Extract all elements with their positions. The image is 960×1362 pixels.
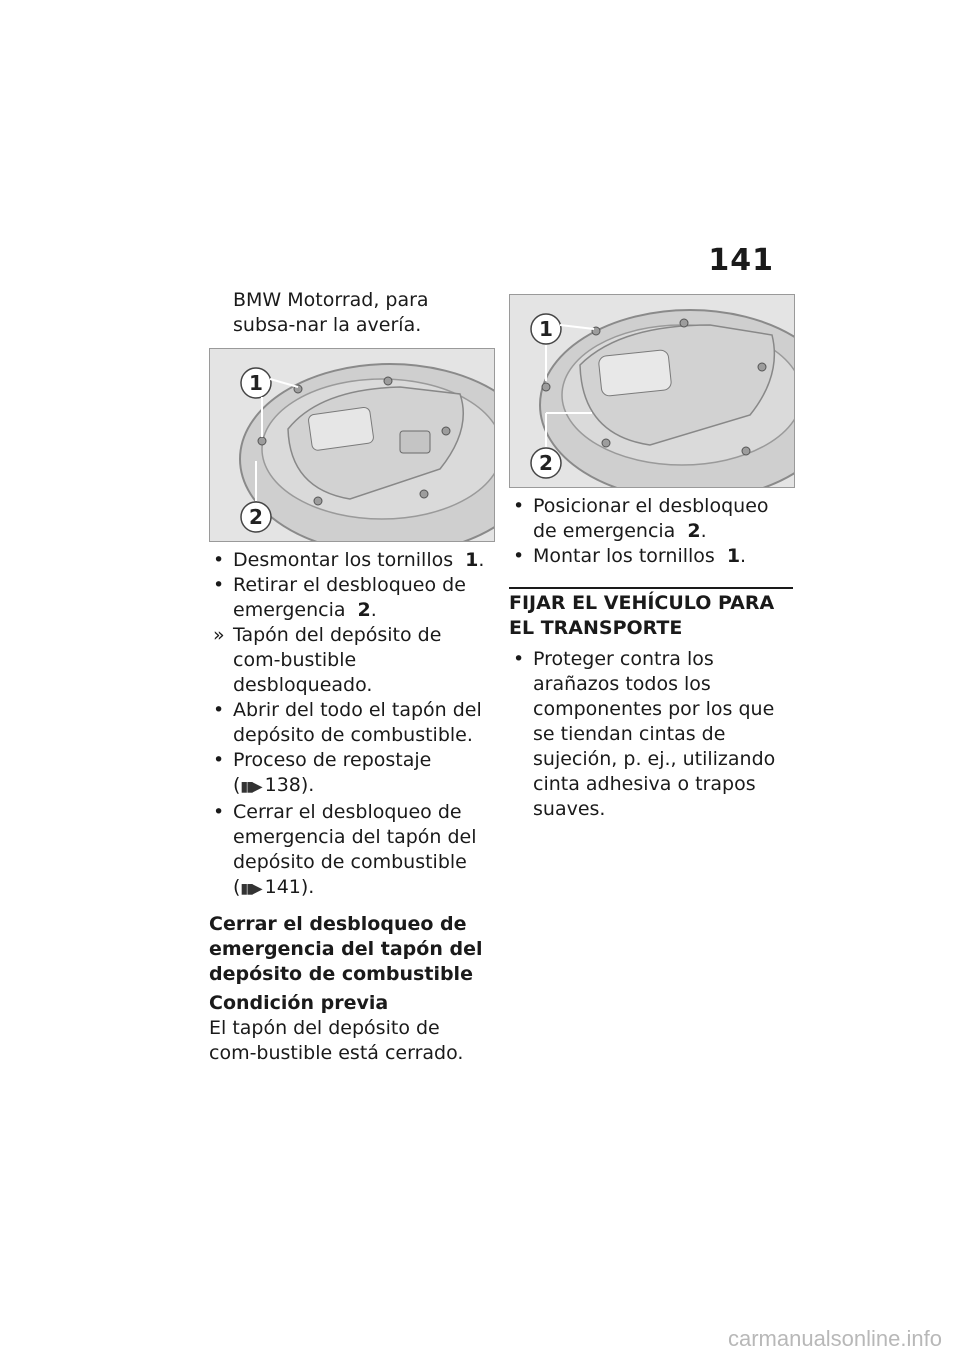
list-item: • Posicionar el desbloqueo de emergencia 2.: [513, 495, 769, 542]
bullet: •: [213, 574, 225, 596]
bullet: •: [513, 495, 525, 517]
list-item: • Proteger contra los arañazos todos los componentes por los que se tiendan cintas de sujeción, p. ej., utilizando cinta adhesiva o trapos suaves.: [513, 648, 776, 820]
fuel-cap-illustration: [510, 295, 794, 487]
right-column: [509, 294, 793, 822]
fuel-cap-figure-left: [209, 348, 495, 542]
bullet: •: [213, 699, 225, 721]
bullet: •: [213, 801, 225, 823]
fuel-cap-figure-right: [509, 294, 795, 488]
result-marker: »: [213, 624, 225, 646]
callout-number: 1: [465, 549, 479, 571]
callout-1: 1: [249, 371, 263, 395]
page-ref-link[interactable]: 141).: [264, 876, 315, 898]
fuel-cap-illustration: [210, 349, 494, 541]
page-number: 141: [708, 243, 774, 278]
page-ref-arrow-icon: ▮▮▶: [240, 881, 261, 897]
page-ref-arrow-icon: ▮▮▶: [240, 779, 261, 795]
callout-number: 1: [726, 545, 741, 567]
list-item: • Proceso de repostaje (▮▮▶ 138).: [213, 749, 432, 796]
bullet: •: [213, 549, 225, 571]
body-text: El tapón del depósito de com-bustible está cerrado.: [209, 1017, 464, 1064]
list-item: • Cerrar el desbloqueo de emergencia del tapón del depósito de combustible (▮▮▶ 141).: [213, 801, 477, 898]
section-title: FIJAR EL VEHÍCULO PARA EL TRANSPORTE: [509, 587, 793, 641]
list-item: • Retirar el desbloqueo de emergencia 2.: [213, 574, 466, 621]
callout-2: 2: [249, 505, 263, 529]
list-item: • Montar los tornillos 1.: [513, 545, 747, 567]
callout-number: 2: [357, 599, 371, 621]
section-heading: Cerrar el desbloqueo de emergencia del tapón del depósito de combustible: [209, 913, 483, 985]
intro-text: BMW Motorrad, para subsa-nar la avería.: [233, 289, 429, 336]
callout-2: 2: [539, 451, 553, 475]
watermark: carmanualsonline.info: [727, 1326, 942, 1351]
left-column: [209, 288, 493, 1066]
steps-list-left: [209, 548, 493, 902]
callout-1: 1: [539, 317, 553, 341]
sub-heading: Condición previa: [209, 992, 389, 1014]
bullet: •: [213, 749, 225, 771]
bullet: •: [513, 545, 525, 567]
bullet: •: [513, 648, 525, 670]
list-item: • Desmontar los tornillos 1.: [213, 549, 485, 571]
list-item: » Tapón del depósito de com-bustible desbloqueado.: [213, 624, 442, 696]
list-item: • Abrir del todo el tapón del depósito de combustible.: [213, 699, 482, 746]
steps-list-transport: [509, 647, 793, 822]
page-ref-link[interactable]: 138).: [264, 774, 315, 796]
callout-number: 2: [687, 520, 701, 542]
steps-list-right: [509, 494, 793, 569]
